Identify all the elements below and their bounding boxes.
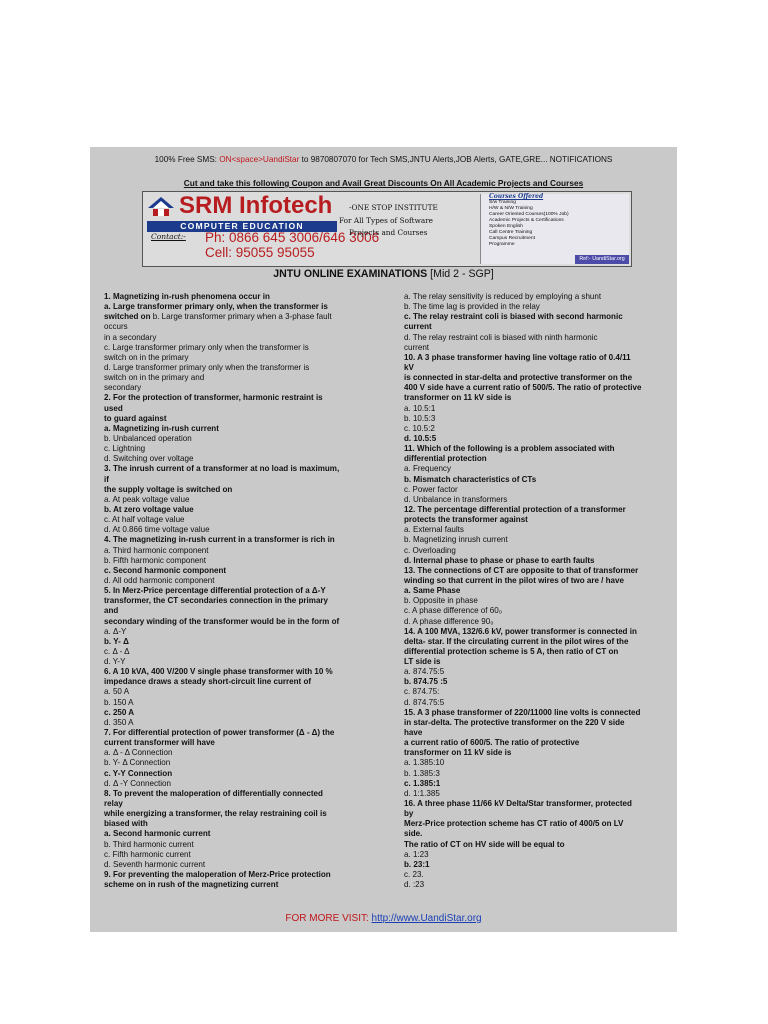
- question-text: current transformer will have: [104, 738, 215, 748]
- question-line: [404, 515, 670, 525]
- question-text: a. Magnetizing in-rush current: [104, 423, 219, 433]
- course-item: Spoken English: [489, 224, 523, 229]
- question-line: [104, 637, 370, 647]
- question-text: c. Fifth harmonic current: [104, 849, 191, 859]
- question-text: in star-delta. The protective transformer on the 220 V side: [404, 717, 625, 727]
- question-text: a. 1:23: [404, 849, 429, 859]
- question-text: The ratio of CT on HV side will be equal to: [404, 839, 565, 849]
- question-text: d. At 0.866 time voltage value: [104, 525, 210, 535]
- question-line: [104, 546, 370, 556]
- question-text: kV: [404, 362, 414, 372]
- question-line: [404, 566, 670, 576]
- question-text: 6. A 10 kVA, 400 V/200 V single phase transformer with 10 %: [104, 667, 333, 677]
- question-line: [404, 393, 670, 403]
- question-line: [104, 525, 370, 535]
- question-line: [104, 799, 370, 809]
- phone-number: Ph: 0866 645 3006/646 3006: [205, 230, 380, 245]
- course-item: Call Centre Training: [489, 230, 533, 235]
- question-text: scheme on in rush of the magnetizing current: [104, 880, 279, 890]
- question-text: 4. The magnetizing in-rush current in a transformer is rich in: [104, 535, 335, 545]
- question-text: 3. The inrush current of a transformer at no load is maximum,: [104, 464, 340, 474]
- question-line: [104, 556, 370, 566]
- question-text: a. 1.385:10: [404, 758, 445, 768]
- question-line: [104, 779, 370, 789]
- question-line: [404, 657, 670, 667]
- question-text: d. Unbalance in transformers: [404, 494, 508, 504]
- question-line: [404, 667, 670, 677]
- question-line: [104, 393, 370, 403]
- question-text: by: [404, 809, 414, 819]
- question-text: b. 10.5:3: [404, 413, 436, 423]
- question-line: [104, 475, 370, 485]
- question-text: b. Fifth harmonic component: [104, 555, 206, 565]
- question-line: [404, 485, 670, 495]
- question-line: [404, 677, 670, 687]
- question-line: [104, 850, 370, 860]
- question-line: [104, 809, 370, 819]
- question-text: b. The time lag is provided in the relay: [404, 302, 540, 312]
- question-line: [404, 576, 670, 586]
- question-text: 15. A 3 phase transformer of 220/11000 line volts is connected: [404, 707, 641, 717]
- question-line: [404, 333, 670, 343]
- question-text: 400 V side have a current ratio of 500/5. The ratio of protective: [404, 383, 642, 393]
- coupon-line: Cut and take this following Coupon and Avail Great Discounts On All Academic Projects and Courses: [183, 178, 584, 188]
- question-line: [404, 789, 670, 799]
- question-text: a. The relay sensitivity is reduced by employing a shunt: [404, 292, 602, 301]
- question-text: transformer, the CT secondaries connection in the primary: [104, 596, 329, 606]
- question-line: [104, 414, 370, 424]
- question-text: b. 150 A: [104, 697, 134, 707]
- question-text: 1. Magnetizing in-rush phenomena occur in: [104, 292, 270, 301]
- question-line: [404, 687, 670, 697]
- question-text: a. External faults: [404, 525, 464, 535]
- question-line: [404, 799, 670, 809]
- question-text: c. A phase difference of 60₀: [404, 606, 503, 616]
- course-item: H/W & N/W Training: [489, 206, 533, 211]
- question-line: [104, 698, 370, 708]
- question-text: 13. The connections of CT are opposite to that of transformer: [404, 565, 639, 575]
- tagline: [339, 202, 477, 240]
- question-text: b. Y- Δ: [104, 636, 129, 646]
- question-text: a. Third harmonic component: [104, 545, 209, 555]
- question-text: a current ratio of 600/5. The ratio of protective: [404, 738, 580, 748]
- question-line: [404, 829, 670, 839]
- question-text: d. Y-Y: [104, 657, 126, 667]
- question-line: [104, 434, 370, 444]
- question-line: [404, 343, 670, 353]
- question-text: d. :23: [404, 880, 425, 890]
- question-text: 10. A 3 phase transformer having line voltage ratio of 0.4/11: [404, 352, 631, 362]
- question-text: d. 874.75:5: [404, 697, 445, 707]
- question-text: d. Δ -Y Connection: [104, 778, 171, 788]
- question-text: b. Y- Δ Connection: [104, 758, 171, 768]
- question-line: [104, 464, 370, 474]
- question-text-tail: b. Large transformer primary when a 3-phase fault: [150, 312, 332, 322]
- question-text: delta- star. If the circulating current in the pilot wires of the: [404, 636, 629, 646]
- question-text: transformer on 11 kV side is: [404, 393, 512, 403]
- question-text: 2. For the protection of transformer, harmonic restraint is: [104, 393, 323, 403]
- question-text: 11. Which of the following is a problem associated with: [404, 444, 615, 454]
- question-line: [104, 322, 370, 332]
- question-text: c. Second harmonic component: [104, 565, 227, 575]
- question-line: [104, 312, 370, 322]
- logo-text: SRM Infotech: [179, 192, 333, 219]
- question-line: [404, 444, 670, 454]
- question-line: [404, 758, 670, 768]
- courses-list: [481, 200, 629, 248]
- exam-title-main: JNTU ONLINE EXAMINATIONS: [273, 268, 428, 280]
- course-item: S/w Training: [489, 200, 516, 205]
- question-text: current: [404, 342, 430, 352]
- course-item: Academic Projects & Certifications: [489, 218, 564, 223]
- question-line: [404, 414, 670, 424]
- question-line: [404, 738, 670, 748]
- question-text: b. 874.75 :5: [404, 677, 448, 687]
- question-line: [104, 353, 370, 363]
- question-line: [104, 292, 370, 302]
- question-text: winding so that current in the pilot wires of two are / have: [404, 575, 624, 585]
- question-text: differential protection scheme is 5 A, then ratio of CT on: [404, 646, 619, 656]
- question-line: [404, 404, 670, 414]
- question-line: [404, 353, 670, 363]
- question-line: [404, 606, 670, 616]
- question-line: [404, 819, 670, 829]
- question-text: secondary: [104, 383, 142, 393]
- question-text: d. The relay restraint coli is biased with ninth harmonic: [404, 332, 598, 342]
- question-line: [104, 535, 370, 545]
- advertisement-box: [142, 191, 632, 267]
- question-line: [104, 576, 370, 586]
- question-text: d. All odd harmonic component: [104, 575, 215, 585]
- question-text: Merz-Price protection scheme has CT ratio of 400/5 on LV: [404, 819, 624, 829]
- question-line: [104, 860, 370, 870]
- question-text: secondary winding of the transformer would be in the form of: [104, 616, 340, 626]
- question-line: [404, 322, 670, 332]
- sms-code: ON<space>UandiStar: [219, 155, 300, 164]
- sms-prefix: 100% Free SMS:: [154, 155, 220, 164]
- question-line: [404, 748, 670, 758]
- question-line: [104, 769, 370, 779]
- question-text: 9. For preventing the maloperation of Merz-Price protection: [104, 870, 331, 880]
- question-line: [404, 454, 670, 464]
- question-text: c. 10.5:2: [404, 423, 435, 433]
- question-line: [104, 829, 370, 839]
- question-text: a. Large transformer primary only, when the transformer is: [104, 302, 328, 312]
- question-text: switch on in the primary: [104, 352, 189, 362]
- question-text: c. Lightning: [104, 444, 146, 454]
- question-text: impedance draws a steady short-circuit line current of: [104, 677, 312, 687]
- tagline-line: For All Types of Software: [339, 215, 434, 225]
- question-line: [104, 586, 370, 596]
- question-line: [404, 596, 670, 606]
- question-line: [104, 880, 370, 890]
- question-text: and: [104, 606, 119, 616]
- question-line: [104, 495, 370, 505]
- cell-number: Cell: 95055 95055: [205, 245, 315, 260]
- question-line: [104, 647, 370, 657]
- question-text: c. 23.: [404, 870, 424, 880]
- question-text: occurs: [104, 322, 128, 332]
- question-text: relay: [104, 799, 123, 809]
- question-text: c. Large transformer primary only when the transformer is: [104, 342, 309, 352]
- question-text: c. 1.385:1: [404, 778, 441, 788]
- question-text: a. 50 A: [104, 687, 130, 697]
- question-line: [404, 302, 670, 312]
- question-text: b. Mismatch characteristics of CTs: [404, 474, 537, 484]
- question-line: [404, 525, 670, 535]
- question-line: [104, 566, 370, 576]
- question-text: current: [404, 322, 432, 332]
- computer-education-label: COMPUTER EDUCATION: [147, 221, 337, 232]
- question-text: d. 1:1.385: [404, 788, 440, 798]
- question-line: [104, 758, 370, 768]
- question-line: [404, 617, 670, 627]
- question-line: [404, 840, 670, 850]
- question-text: b. Third harmonic current: [104, 839, 194, 849]
- question-text: b. 1.385:3: [404, 768, 440, 778]
- course-item: Campus Recruitment: [489, 236, 535, 241]
- question-line: [104, 789, 370, 799]
- question-text: protects the transformer against: [404, 515, 528, 525]
- question-text: c. The relay restraint coli is biased with second harmonic: [404, 312, 623, 322]
- contact-label: Contact:-: [151, 232, 186, 241]
- question-line: [104, 404, 370, 414]
- question-line: [104, 870, 370, 880]
- question-line: [404, 870, 670, 880]
- question-text: c. Δ - Δ: [104, 646, 130, 656]
- question-line: [104, 343, 370, 353]
- left-question-column: [104, 292, 370, 890]
- question-text: used: [104, 403, 123, 413]
- sms-banner: [90, 155, 677, 164]
- question-line: [404, 769, 670, 779]
- question-line: [404, 728, 670, 738]
- footer: [90, 913, 677, 924]
- question-line: [104, 454, 370, 464]
- question-text: a. Δ - Δ Connection: [104, 748, 173, 758]
- question-text: a. 874.75:5: [404, 667, 445, 677]
- tagline-line: -ONE STOP INSTITUTE: [349, 203, 438, 212]
- course-item: Career Oriented Courses(100% Job): [489, 212, 569, 217]
- question-line: [404, 880, 670, 890]
- question-line: [104, 840, 370, 850]
- question-text: LT side is: [404, 657, 441, 667]
- question-text: 16. A three phase 11/66 kV Delta/Star transformer, protected: [404, 799, 632, 809]
- question-line: [104, 596, 370, 606]
- question-line: [104, 627, 370, 637]
- question-line: [104, 302, 370, 312]
- question-line: [404, 464, 670, 474]
- question-text: b. At zero voltage value: [104, 504, 194, 514]
- question-text: c. Power factor: [404, 484, 458, 494]
- question-line: [104, 363, 370, 373]
- question-text: d. Internal phase to phase or phase to earth faults: [404, 555, 595, 565]
- question-line: [404, 556, 670, 566]
- question-text: d. Seventh harmonic current: [104, 859, 206, 869]
- question-text: a. Δ-Y: [104, 626, 127, 636]
- question-text: b. Unbalanced operation: [104, 433, 192, 443]
- question-line: [104, 444, 370, 454]
- footer-link[interactable]: http://www.UandiStar.org: [371, 913, 482, 924]
- question-text: d. Switching over voltage: [104, 454, 194, 464]
- question-line: [404, 627, 670, 637]
- question-line: [404, 586, 670, 596]
- question-text: side.: [404, 829, 423, 839]
- question-text: 5. In Merz-Price percentage differential protection of a Δ-Y: [104, 586, 326, 596]
- question-text: 7. For differential protection of power transformer (Δ - Δ) the: [104, 728, 335, 738]
- question-line: [104, 728, 370, 738]
- courses-heading: Courses Offered: [489, 193, 544, 200]
- question-text: b. Magnetizing inrush current: [404, 535, 508, 545]
- sms-suffix: to 9870807070 for Tech SMS,JNTU Alerts,JOB Alerts, GATE,GRE... NOTIFICATIONS: [299, 155, 613, 164]
- question-line: [404, 637, 670, 647]
- question-line: [104, 657, 370, 667]
- right-question-column: [404, 292, 670, 890]
- question-line: [404, 647, 670, 657]
- question-line: [104, 667, 370, 677]
- question-text: a. Same Phase: [404, 586, 461, 596]
- footer-label: FOR MORE VISIT:: [285, 913, 372, 924]
- question-line: [104, 708, 370, 718]
- question-text: 14. A 100 MVA, 132/6.6 kV, power transformer is connected in: [404, 626, 637, 636]
- question-line: [404, 718, 670, 728]
- question-line: [404, 424, 670, 434]
- question-text: c. 250 A: [104, 707, 135, 717]
- question-text: d. Large transformer primary only when the transformer is: [104, 362, 310, 372]
- question-text: 12. The percentage differential protection of a transformer: [404, 504, 626, 514]
- question-text: in a secondary: [104, 332, 157, 342]
- question-text: b. 23:1: [404, 859, 430, 869]
- question-text: a. 10.5:1: [404, 403, 436, 413]
- question-line: [404, 363, 670, 373]
- question-text: d. 350 A: [104, 717, 134, 727]
- question-text: the supply voltage is switched on: [104, 484, 233, 494]
- question-text: a. Second harmonic current: [104, 829, 211, 839]
- question-line: [104, 617, 370, 627]
- question-text: c. At half voltage value: [104, 515, 185, 525]
- scanned-page: [90, 147, 677, 932]
- question-line: [404, 850, 670, 860]
- question-text: while energizing a transformer, the relay restraining coil is: [104, 809, 327, 819]
- question-line: [104, 424, 370, 434]
- exam-title: [90, 268, 677, 280]
- question-text: is connected in star-delta and protective transformer on the: [404, 373, 633, 383]
- question-line: [404, 505, 670, 515]
- question-text: transformer on 11 kV side is: [404, 748, 512, 758]
- question-line: [104, 738, 370, 748]
- question-line: [404, 475, 670, 485]
- question-line: [404, 373, 670, 383]
- question-text: d. 10.5:5: [404, 433, 437, 443]
- question-line: [104, 677, 370, 687]
- question-line: [104, 383, 370, 393]
- question-line: [104, 505, 370, 515]
- question-line: [104, 819, 370, 829]
- question-text: c. 874.75:: [404, 687, 440, 697]
- question-text: switched on: [104, 312, 151, 322]
- question-text: have: [404, 728, 423, 738]
- question-text: b. Opposite in phase: [404, 596, 478, 606]
- tagline-line: Projects and Courses: [349, 228, 428, 237]
- question-line: [404, 860, 670, 870]
- question-line: [104, 373, 370, 383]
- srm-logo-icon: [147, 196, 175, 218]
- question-line: [404, 698, 670, 708]
- question-line: [404, 708, 670, 718]
- question-text: c. Y-Y Connection: [104, 768, 173, 778]
- question-line: [404, 546, 670, 556]
- question-text: differential protection: [404, 454, 487, 464]
- question-line: [104, 718, 370, 728]
- question-text: c. Overloading: [404, 545, 456, 555]
- question-line: [104, 687, 370, 697]
- question-line: [404, 809, 670, 819]
- question-text: biased with: [104, 819, 148, 829]
- question-line: [104, 515, 370, 525]
- question-line: [404, 535, 670, 545]
- question-text: if: [104, 474, 109, 484]
- question-line: [404, 312, 670, 322]
- courses-offered-panel: [480, 194, 629, 264]
- question-text: d. A phase difference 90₀: [404, 616, 494, 626]
- question-line: [404, 495, 670, 505]
- question-text: a. Frequency: [404, 464, 451, 474]
- question-line: [104, 333, 370, 343]
- question-text: switch on in the primary and: [104, 373, 205, 383]
- question-line: [104, 485, 370, 495]
- question-text: to guard against: [104, 413, 167, 423]
- question-text: 8. To prevent the maloperation of differentially connected: [104, 788, 323, 798]
- question-line: [404, 779, 670, 789]
- question-line: [404, 434, 670, 444]
- question-line: [104, 606, 370, 616]
- ref-badge: Ref:- UandiStar.org: [575, 255, 629, 264]
- question-line: [104, 748, 370, 758]
- course-item: Programme: [489, 242, 515, 247]
- question-line: [404, 292, 670, 302]
- question-line: [404, 383, 670, 393]
- exam-title-sub: [Mid 2 - SGP]: [427, 268, 494, 280]
- question-text: a. At peak voltage value: [104, 494, 190, 504]
